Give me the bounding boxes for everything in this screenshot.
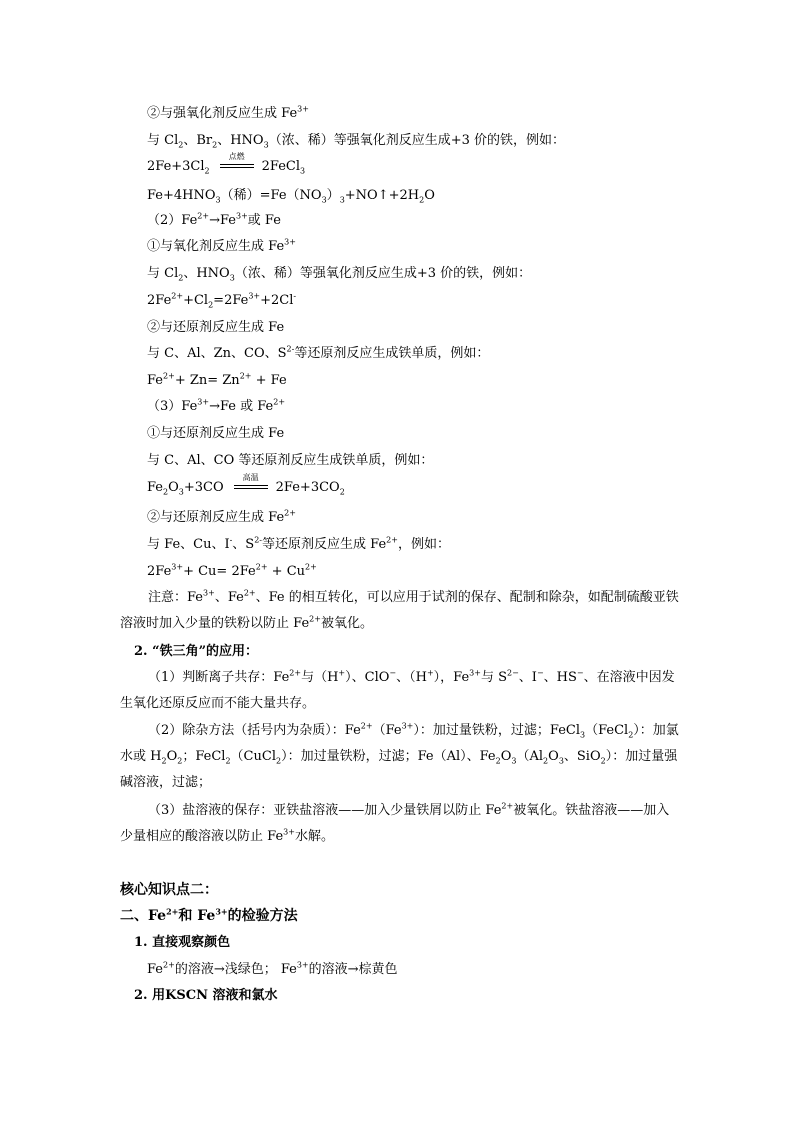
label-core-knowledge-2: 核心知识点二： — [120, 882, 218, 898]
paragraph-salt-storage: （3）盐溶液的保存：亚铁盐溶液——加入少量铁屑以防止 $Fe^{2+}$被氧化。铁盐溶液——加入少量相应的酸溶液以防止 $Fe^{3+}$水解。 — [120, 801, 670, 844]
equation-fe2-zn: $Fe^{2+}+ Zn= Zn^{2+} + Fe$ — [147, 371, 287, 388]
line-oxidant-title: ①与氧化剂反应生成 $Fe^{3+}$ — [147, 237, 296, 254]
heading-fe3-conversion: $(3)Fe^{3+}\to Fe$ 或 $Fe^{2+}$ — [147, 397, 286, 414]
line-oxidant-intro: 与 $Cl_2$、$HNO_3$（浓、稀）等强氧化剂反应生成+3 价的铁，例如： — [147, 266, 532, 283]
reaction-condition-high-temp: 高温 — [234, 479, 268, 493]
equation-fe2-cl2: $2Fe^{2+}+Cl_2=2Fe^{3+}+2Cl^-$ — [147, 291, 297, 310]
line-reductant-fe-intro: 与 C、Al、CO 等还原剂反应生成铁单质，例如： — [147, 453, 434, 468]
text-method-color: $Fe^{2+}$的溶液→浅绿色； $Fe^{3+}$的溶液→棕黄色 — [147, 960, 398, 977]
equation-fe3-cu: $2Fe^{3+}+ Cu= 2Fe^{2+} + Cu^{2+}$ — [147, 562, 317, 579]
paragraph-ion-coexistence: （1）判断离子共存：$Fe^{2+}$与（H+）、ClO−、（H+），$Fe^{3+}$与 $S^{2-}$、I−、HS−、在溶液中因发生氧化还原反应而不能大量共存。 — [120, 668, 675, 711]
note-paragraph: 注意：$Fe^{3+}$、$Fe^{2+}$、Fe 的相互转化，可以应用于试剂的保存、配制和除杂，如配制硫酸亚铁溶液时加入少量的铁粉以防止 $Fe^{2+}$被氧化。 — [120, 588, 679, 631]
reaction-condition-ignite: 点燃 — [220, 158, 254, 172]
line-reductant-intro: 与 C、Al、Zn、CO、$S^{2-}$等还原剂反应生成铁单质，例如： — [147, 344, 490, 361]
paragraph-impurity-removal: （2）除杂方法（括号内为杂质）：$Fe^{2+}(Fe^{3+})$：加过量铁粉，过滤；FeCl$_3$（FeCl$_2$）：加氯水或 $H_2O_2$；FeCl$_2$（CuCl$_2$）：加过量铁粉，过滤；Fe（Al）、$Fe_2O_3(Al_2O_3$、SiO$_2$）：加过量强碱溶液，过滤； — [120, 721, 679, 790]
line-strong-oxidant-intro: 与 $Cl_2$、$Br_2$、$HNO_3$（浓、稀）等强氧化剂反应生成+3 价的铁，例如： — [147, 133, 565, 150]
title-detection-methods: 二、$Fe^{2+}$和 $Fe^{3+}$的检验方法 — [120, 906, 298, 924]
heading-iron-triangle: 2. “铁三角”的应用： — [134, 644, 259, 659]
line-reductant-title: ②与还原剂反应生成 Fe — [147, 320, 285, 335]
line-reductant-fe-title: ①与还原剂反应生成 Fe — [147, 426, 285, 441]
equation-fe2o3-co: $Fe_2O_3+3CO$ 高温 $2Fe+3CO_2$ — [147, 473, 345, 497]
heading-fe2-conversion: $(2)Fe^{2+}\to Fe^{3+}$或 Fe — [147, 211, 281, 228]
line-reductant-fe2-intro: 与 Fe、Cu、I-、$S^{2-}$等还原剂反应生成 $Fe^{2+}$，例如： — [147, 535, 450, 552]
equation-fe-cl2: $2Fe+3Cl_2$ 点燃 2FeCl$_3$ — [147, 152, 306, 176]
line-strong-oxidant-title: ②与强氧化剂反应生成 $Fe^{3+}$ — [147, 104, 309, 121]
line-reductant-fe2-title: ②与还原剂反应生成 $Fe^{2+}$ — [147, 508, 296, 525]
heading-method-color: 1. 直接观察颜色 — [134, 935, 231, 950]
heading-method-kscn: 2. 用KSCN 溶液和氯水 — [134, 988, 278, 1003]
equation-fe-hno3: $Fe+4HNO_3$（稀）$=Fe(NO_3)_3+NO↑+2H_2O$ — [147, 188, 435, 205]
